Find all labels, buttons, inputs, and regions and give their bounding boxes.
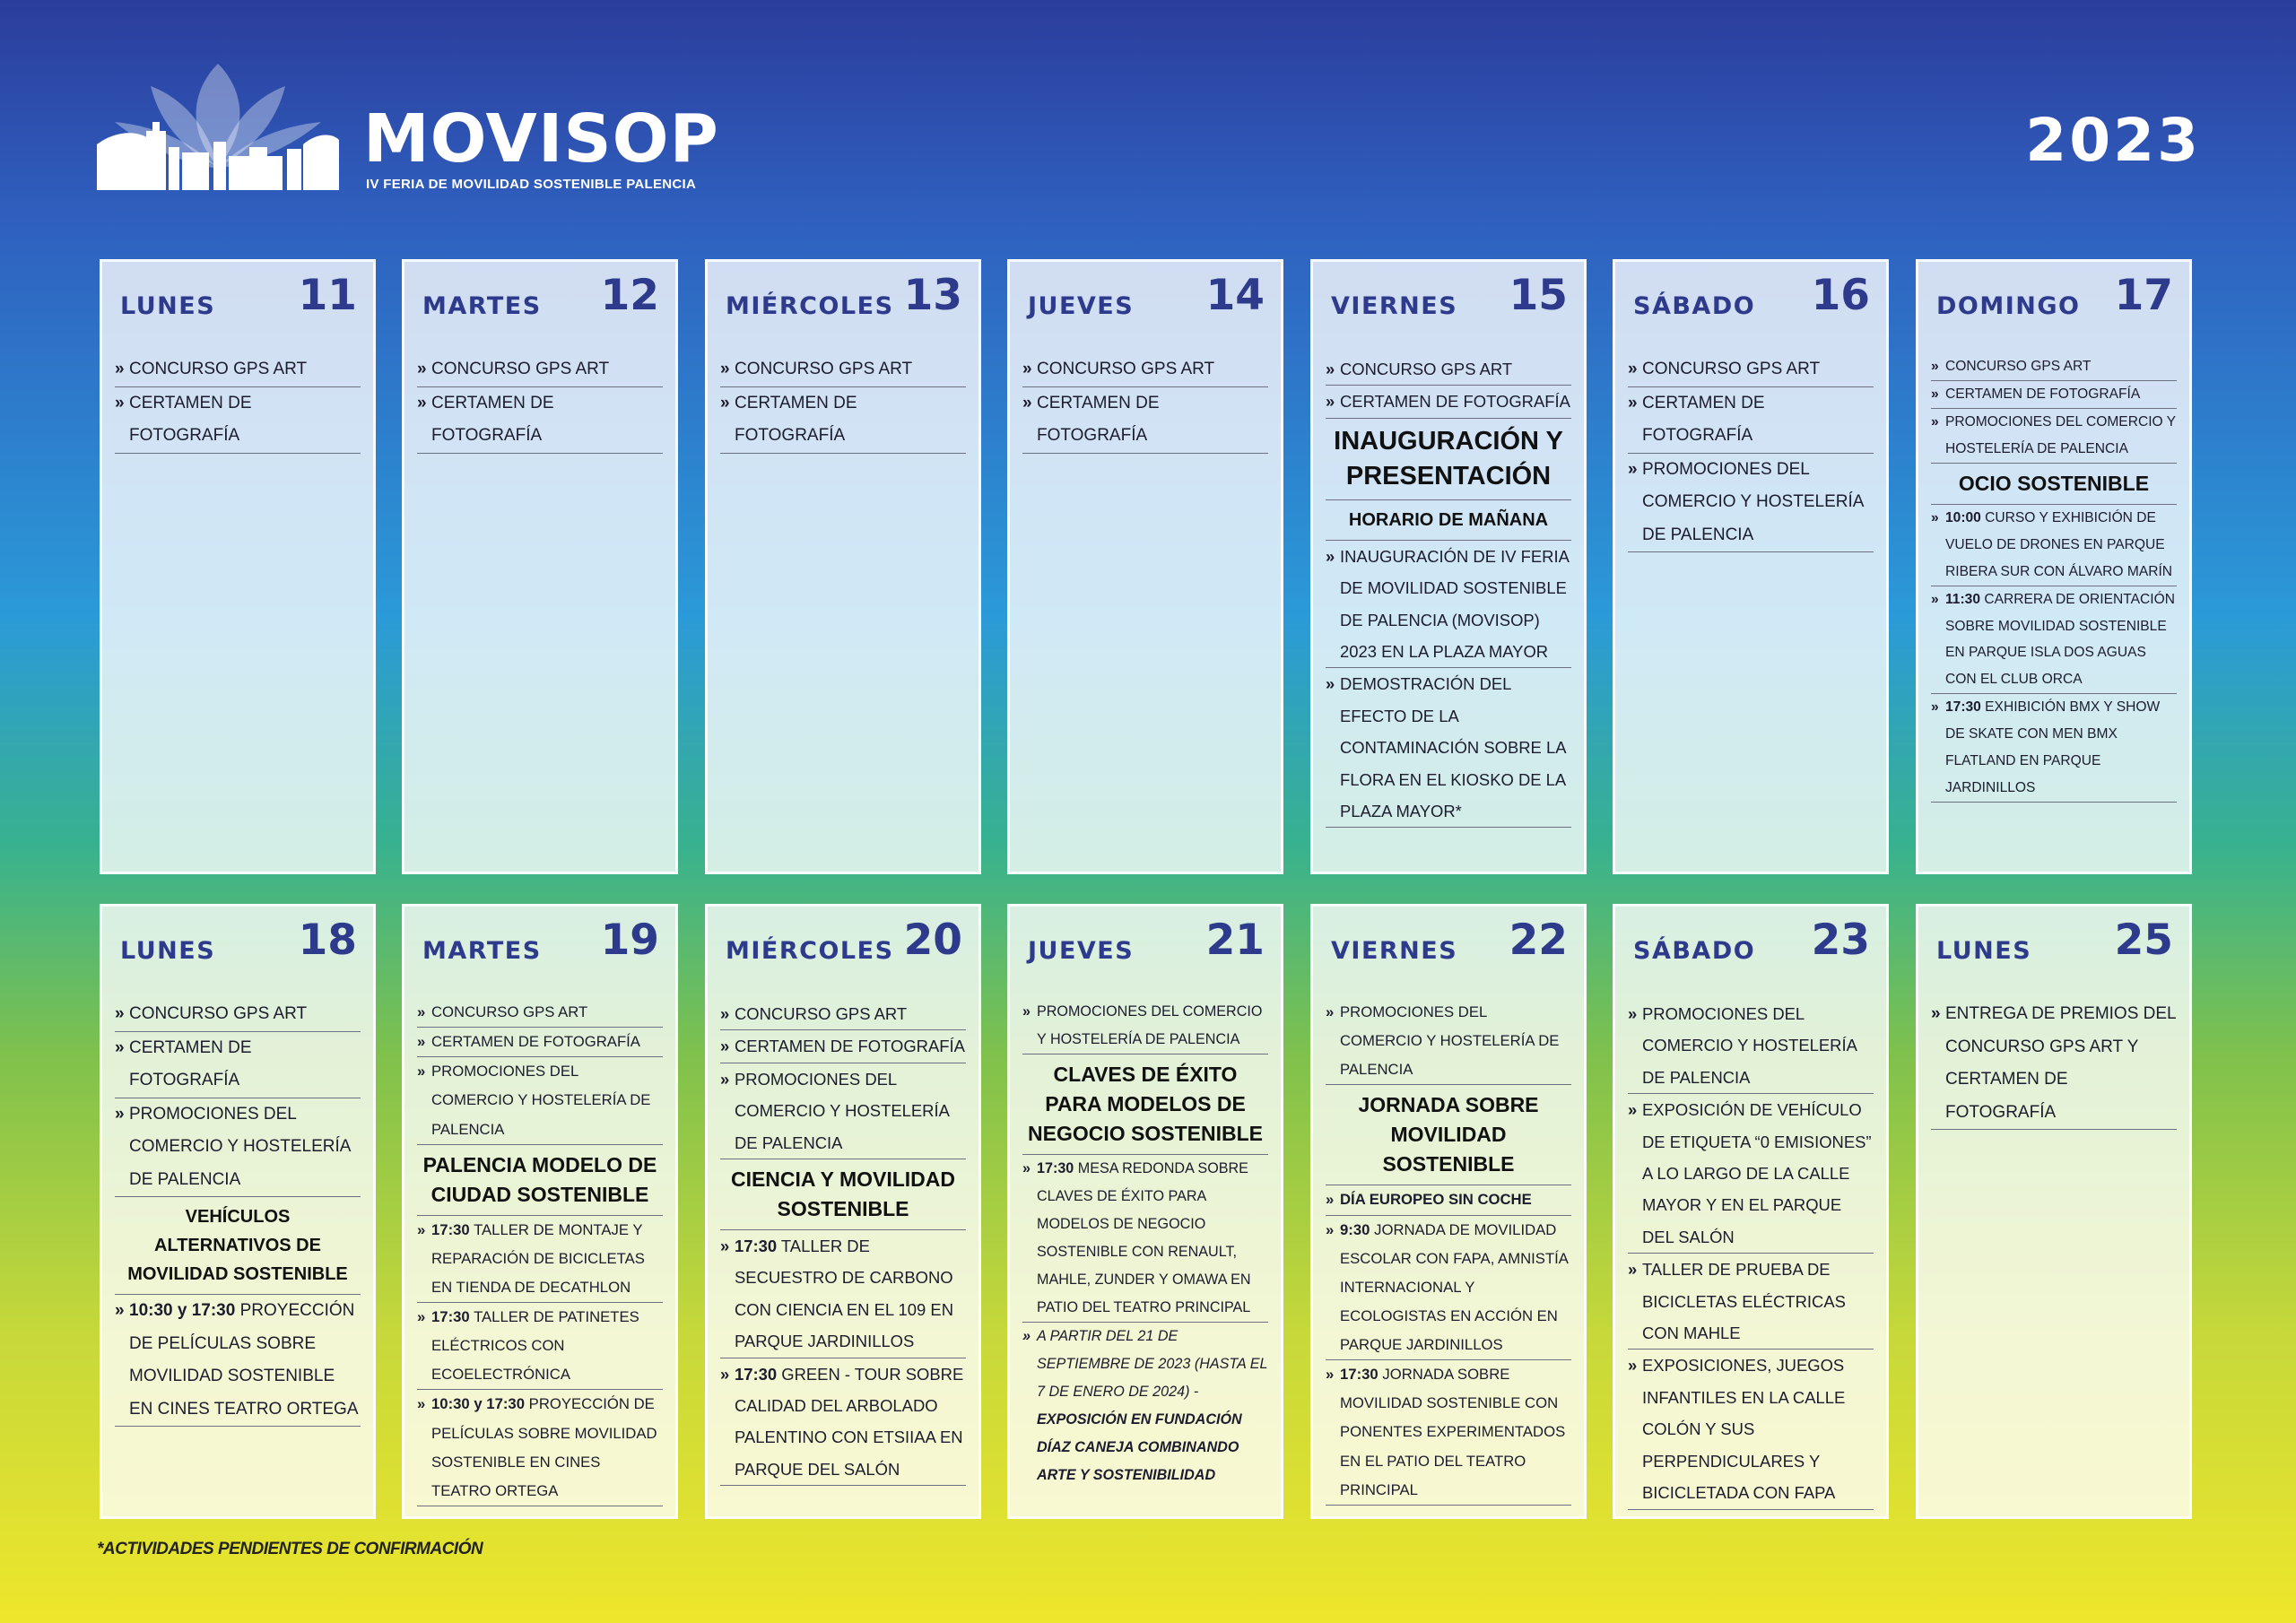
day-number: 15 [1509, 271, 1568, 320]
day-card-header [1022, 262, 1268, 353]
lotus-city-skyline-icon [97, 59, 339, 190]
activity-item: » CERTAMEN DE FOTOGRAFÍA [1628, 387, 1874, 454]
timed-activity-list [115, 1295, 361, 1427]
activity-time: 10:30 y 17:30 [431, 1395, 526, 1413]
day-name: VIERNES [1331, 292, 1458, 320]
activity-item: » CERTAMEN DE FOTOGRAFÍA [115, 1032, 361, 1098]
activity-item: » CONCURSO GPS ART [720, 998, 966, 1030]
day-number: 18 [298, 916, 357, 965]
activity-text: TALLER DE MONTAJE Y REPARACIÓN DE BICICLETAS EN TIENDA DE DECATHLON [431, 1220, 645, 1296]
activity-item: » CONCURSO GPS ART [115, 998, 361, 1032]
day-card [1916, 259, 2192, 874]
section-heading: VEHÍCULOS ALTERNATIVOS DE MOVILIDAD SOSTENIBLE [115, 1197, 361, 1295]
day-number: 22 [1509, 916, 1568, 965]
day-name: SÁBADO [1633, 937, 1756, 965]
activity-item: » CERTAMEN DE FOTOGRAFÍA [1931, 381, 2177, 409]
activity-item: » EXPOSICIÓN DE VEHÍCULO DE ETIQUETA “0 EMISIONES” A LO LARGO DE LA CALLE MAYOR Y EN EL PARQUE DEL SALÓN [1628, 1094, 1874, 1254]
section-heading: JORNADA SOBRE MOVILIDAD SOSTENIBLE [1326, 1085, 1571, 1185]
activity-time: 17:30 [1037, 1160, 1074, 1177]
activity-item: » CERTAMEN DE FOTOGRAFÍA [1022, 387, 1268, 454]
timed-activity-list [1022, 1155, 1268, 1323]
activity-list [720, 998, 966, 1159]
activity-item: » CONCURSO GPS ART [1326, 353, 1571, 386]
day-card [1613, 904, 1889, 1519]
activity-list [1326, 353, 1571, 419]
activity-time: 17:30 [735, 1237, 778, 1256]
day-card [100, 259, 376, 874]
day-card [1310, 904, 1587, 1519]
activity-item: » TALLER DE PRUEBA DE BICICLETAS ELÉCTRICAS CON MAHLE [1628, 1254, 1874, 1350]
activity-time: 17:30 [1340, 1366, 1378, 1384]
day-card-header [1326, 262, 1571, 353]
day-card-header [417, 262, 663, 353]
activity-list [1326, 1185, 1571, 1215]
activity-item: » CONCURSO GPS ART [417, 353, 663, 387]
timed-activity-item [417, 1303, 663, 1390]
section-heading: INAUGURACIÓN Y PRESENTACIÓN [1326, 419, 1571, 500]
exhibition-title: EXPOSICIÓN EN FUNDACIÓN DÍAZ CANEJA COMBINANDO ARTE Y SOSTENIBILIDAD [1037, 1411, 1242, 1484]
activity-item: » DEMOSTRACIÓN DEL EFECTO DE LA CONTAMINACIÓN SOBRE LA FLORA EN EL KIOSKO DE LA PLAZA MAYOR* [1326, 668, 1571, 828]
activity-item: » EXPOSICIONES, JUEGOS INFANTILES EN LA CALLE COLÓN Y SUS PERPENDICULARES Y BICICLETADA CON FAPA [1628, 1350, 1874, 1509]
day-card [705, 259, 981, 874]
day-card [1613, 259, 1889, 874]
activity-list [1022, 1323, 1268, 1489]
activity-item: » CERTAMEN DE FOTOGRAFÍA [720, 387, 966, 454]
activity-item: » CERTAMEN DE FOTOGRAFÍA [1326, 386, 1571, 418]
activity-list [1022, 998, 1268, 1055]
timed-activity-item [417, 1216, 663, 1303]
activity-item: » ENTREGA DE PREMIOS DEL CONCURSO GPS ART Y CERTAMEN DE FOTOGRAFÍA [1931, 998, 2177, 1130]
activity-item: » PROMOCIONES DEL COMERCIO Y HOSTELERÍA DE PALENCIA [1628, 454, 1874, 553]
activity-item: » PROMOCIONES DEL COMERCIO Y HOSTELERÍA DE PALENCIA [417, 1057, 663, 1144]
activity-text: JORNADA SOBRE MOVILIDAD SOSTENIBLE CON PONENTES EXPERIMENTADOS EN EL PATIO DEL TEATRO PRINCIPAL [1340, 1366, 1566, 1498]
day-name: MIÉRCOLES [726, 292, 894, 320]
day-number: 12 [600, 271, 659, 320]
activity-item: » CERTAMEN DE FOTOGRAFÍA [417, 1028, 663, 1057]
day-card-header [720, 262, 966, 353]
activity-list [1931, 998, 2177, 1130]
activity-text: MESA REDONDA SOBRE CLAVES DE ÉXITO PARA MODELOS DE NEGOCIO SOSTENIBLE CON RENAULT, MAHLE, ZUNDER Y OMAWA EN PATIO DEL TEATRO PRINCIPAL [1037, 1160, 1251, 1316]
activity-list [1326, 541, 1571, 829]
day-number: 20 [903, 916, 962, 965]
day-name: SÁBADO [1633, 292, 1756, 320]
activity-time: 10:00 [1945, 509, 1981, 525]
activity-item: » PROMOCIONES DEL COMERCIO Y HOSTELERÍA DE PALENCIA [720, 1063, 966, 1159]
timed-activity-item [1931, 694, 2177, 803]
activity-item: » CONCURSO GPS ART [115, 353, 361, 387]
activity-time: 10:30 y 17:30 [129, 1301, 236, 1320]
section-heading: CLAVES DE ÉXITO PARA MODELOS DE NEGOCIO SOSTENIBLE [1022, 1055, 1268, 1155]
day-card [705, 904, 981, 1519]
activity-item-highlight: » DÍA EUROPEO SIN COCHE [1326, 1185, 1571, 1215]
activity-item: » CERTAMEN DE FOTOGRAFÍA [720, 1030, 966, 1063]
activity-item: » CONCURSO GPS ART [417, 998, 663, 1028]
section-heading: HORARIO DE MAÑANA [1326, 500, 1571, 541]
day-card-header [1628, 262, 1874, 353]
day-card [1007, 904, 1283, 1519]
activity-text: TALLER DE PATINETES ELÉCTRICOS CON ECOELECTRÓNICA [431, 1308, 639, 1384]
day-card-header [115, 262, 361, 353]
day-number: 25 [2114, 916, 2173, 965]
timed-activity-item [720, 1358, 966, 1487]
activity-text: TALLER DE SECUESTRO DE CARBONO CON CIENCIA EN EL 109 EN PARQUE JARDINILLOS [735, 1237, 953, 1351]
activity-item: » PROMOCIONES DEL COMERCIO Y HOSTELERÍA DE PALENCIA [115, 1098, 361, 1198]
activity-item: » CERTAMEN DE FOTOGRAFÍA [417, 387, 663, 454]
activity-list [1628, 998, 1874, 1510]
timed-activity-item [720, 1230, 966, 1358]
activity-time: 11:30 [1945, 591, 1980, 607]
activity-list [115, 998, 361, 1197]
activity-list [1326, 998, 1571, 1085]
timed-activity-list [417, 1216, 663, 1506]
day-card [1916, 904, 2192, 1519]
activity-item: » INAUGURACIÓN DE IV FERIA DE MOVILIDAD SOSTENIBLE DE PALENCIA (MOVISOP) 2023 EN LA PLAZA MAYOR [1326, 541, 1571, 669]
day-card [402, 904, 678, 1519]
activity-list [1022, 353, 1268, 454]
activity-text: EXHIBICIÓN BMX Y SHOW DE SKATE CON MEN BMX FLATLAND EN PARQUE JARDINILLOS [1945, 699, 2161, 796]
activity-list [115, 353, 361, 454]
day-card-header [1022, 907, 1268, 998]
activity-time: 17:30 [735, 1364, 778, 1384]
day-card-header [720, 907, 966, 998]
day-name: VIERNES [1331, 937, 1458, 965]
activity-list [417, 353, 663, 454]
brand-tagline: IV FERIA DE MOVILIDAD SOSTENIBLE PALENCIA [366, 177, 697, 192]
brand-name: MOVISOP [363, 100, 719, 178]
section-heading: CIENCIA Y MOVILIDAD SOSTENIBLE [720, 1159, 966, 1230]
activity-text: JORNADA DE MOVILIDAD ESCOLAR CON FAPA, AMNISTÍA INTERNACIONAL Y ECOLOGISTAS EN ACCIÓN EN PARQUE JARDINILLOS [1340, 1220, 1569, 1353]
exhibition-note [1022, 1323, 1268, 1489]
day-number: 17 [2114, 271, 2173, 320]
day-number: 13 [903, 271, 962, 320]
section-heading: PALENCIA MODELO DE CIUDAD SOSTENIBLE [417, 1145, 663, 1216]
day-name: JUEVES [1028, 937, 1135, 965]
activity-item: » CONCURSO GPS ART [720, 353, 966, 387]
activity-text: PROYECCIÓN DE PELÍCULAS SOBRE MOVILIDAD SOSTENIBLE EN CINES TEATRO ORTEGA [129, 1301, 359, 1419]
day-card [1007, 259, 1283, 874]
activity-list [417, 998, 663, 1145]
activity-time: 9:30 [1340, 1220, 1370, 1238]
activity-list [720, 353, 966, 454]
year-title: 2023 [2025, 106, 2201, 175]
activity-item: » CERTAMEN DE FOTOGRAFÍA [115, 387, 361, 454]
exhibition-dates: A PARTIR DEL 21 DE SEPTIEMBRE DE 2023 (HASTA EL 7 DE ENERO DE 2024) - [1037, 1328, 1268, 1401]
day-name: MARTES [422, 292, 542, 320]
activity-time: 17:30 [1945, 699, 1981, 716]
activity-time: 17:30 [431, 1308, 470, 1325]
activity-item: » CONCURSO GPS ART [1628, 353, 1874, 387]
day-name: JUEVES [1028, 292, 1135, 320]
day-number: 11 [298, 271, 357, 320]
day-card-header [1931, 262, 2177, 353]
timed-activity-item [1931, 586, 2177, 695]
timed-activity-list [1326, 1216, 1571, 1506]
day-name: DOMINGO [1936, 292, 2081, 320]
timed-activity-item [1022, 1155, 1268, 1323]
day-number: 16 [1811, 271, 1870, 320]
timed-activity-list [720, 1230, 966, 1486]
activity-item: » PROMOCIONES DEL COMERCIO Y HOSTELERÍA DE PALENCIA [1931, 409, 2177, 464]
activity-list [1628, 353, 1874, 552]
activity-text: PROYECCIÓN DE PELÍCULAS SOBRE MOVILIDAD SOSTENIBLE EN CINES TEATRO ORTEGA [431, 1395, 657, 1499]
day-card-header [115, 907, 361, 998]
day-number: 19 [600, 916, 659, 965]
day-card-header [417, 907, 663, 998]
timed-activity-item [115, 1295, 361, 1427]
activity-list [1931, 353, 2177, 464]
day-card-header [1326, 907, 1571, 998]
timed-activity-list [1931, 505, 2177, 803]
footnote: *ACTIVIDADES PENDIENTES DE CONFIRMACIÓN [97, 1540, 483, 1558]
timed-activity-item [1931, 505, 2177, 586]
activity-item: » PROMOCIONES DEL COMERCIO Y HOSTELERÍA DE PALENCIA [1022, 998, 1268, 1055]
day-card-header [1628, 907, 1874, 998]
day-card [100, 904, 376, 1519]
activity-item: » CONCURSO GPS ART [1022, 353, 1268, 387]
activity-text: CARRERA DE ORIENTACIÓN SOBRE MOVILIDAD SOSTENIBLE EN PARQUE ISLA DOS AGUAS CON EL CLUB ORCA [1945, 591, 2175, 688]
day-name: LUNES [120, 292, 216, 320]
day-number: 23 [1811, 916, 1870, 965]
timed-activity-item [1326, 1216, 1571, 1361]
day-name: LUNES [120, 937, 216, 965]
day-card-header [1931, 907, 2177, 998]
activity-item: » PROMOCIONES DEL COMERCIO Y HOSTELERÍA DE PALENCIA [1628, 998, 1874, 1094]
day-card [402, 259, 678, 874]
day-number: 21 [1205, 916, 1265, 965]
activity-text: CURSO Y EXHIBICIÓN DE VUELO DE DRONES EN PARQUE RIBERA SUR CON ÁLVARO MARÍN [1945, 509, 2173, 579]
activity-time: 17:30 [431, 1220, 470, 1238]
timed-activity-item [1326, 1360, 1571, 1506]
day-name: MIÉRCOLES [726, 937, 894, 965]
timed-activity-item [417, 1390, 663, 1506]
header [0, 0, 2296, 215]
activity-text: GREEN - TOUR SOBRE CALIDAD DEL ARBOLADO PALENTINO CON ETSIIAA EN PARQUE DEL SALÓN [735, 1364, 964, 1479]
section-heading: OCIO SOSTENIBLE [1931, 464, 2177, 505]
day-name: MARTES [422, 937, 542, 965]
day-name: LUNES [1936, 937, 2032, 965]
activity-item: » CONCURSO GPS ART [1931, 353, 2177, 381]
day-card [1310, 259, 1587, 874]
activity-item: » PROMOCIONES DEL COMERCIO Y HOSTELERÍA DE PALENCIA [1326, 998, 1571, 1085]
day-number: 14 [1205, 271, 1265, 320]
